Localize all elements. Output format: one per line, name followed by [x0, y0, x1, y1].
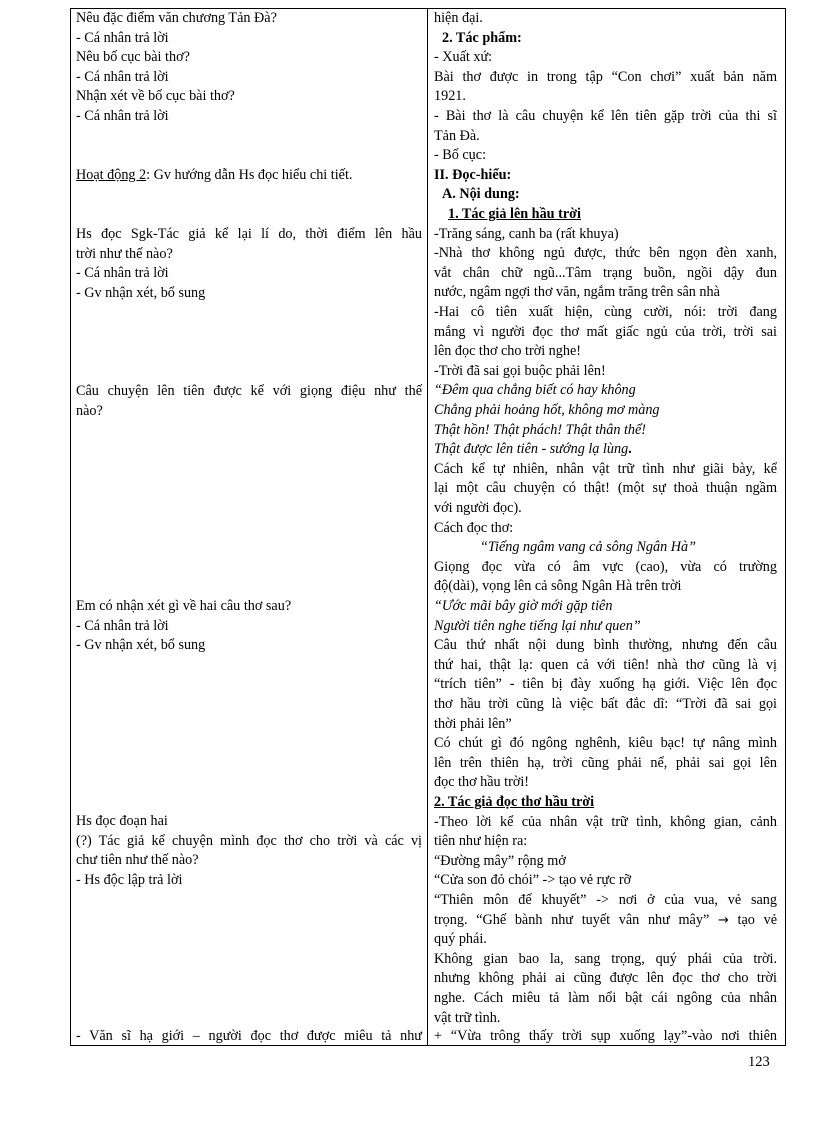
left-line: - Gv nhận xét, bổ sung	[76, 637, 206, 654]
right-line: “Thiên môn đế khuyết” -> nơi ở của vua, vẻ sang	[434, 892, 777, 908]
poem-line: Người tiên nghe tiếng lại như quen”	[434, 617, 641, 634]
right-line: - Xuất xứ:	[434, 49, 493, 66]
left-line: chư tiên như thế nào?	[76, 852, 199, 869]
right-line: mắng vì người đọc thơ mất giấc ngủ của trời, trời sai	[434, 323, 777, 340]
right-line: “trích tiên” - tiên bị đày xuống hạ giới. Việc lên đọc	[434, 676, 777, 693]
left-line: - Gv nhận xét, bổ sung	[76, 284, 206, 301]
right-line: quý phái.	[434, 931, 487, 948]
poem-line: “Tiếng ngâm vang cả sông Ngân Hà”	[480, 539, 696, 556]
subsection-heading: 1. Tác giả lên hầu trời	[448, 206, 581, 222]
left-line: Nêu bố cục bài thơ?	[76, 49, 190, 66]
right-line: Không gian bao la, sang trọng, quý phái của trời.	[434, 950, 777, 967]
right-line: lên đọc thơ cho trời nghe!	[434, 343, 581, 360]
lesson-plan-table	[70, 8, 786, 1046]
left-line: - Cá nhân trả lời	[76, 265, 169, 282]
left-line: Hoạt động 2: Gv hướng dẫn Hs đọc hiểu chi tiết.	[76, 167, 353, 183]
section-heading: 2. Tác phẩm:	[442, 29, 522, 46]
right-line: độ(dài), vọng lên cả sông Ngân Hà trên trời	[434, 578, 682, 595]
right-line: Bài thơ được in trong tập “Con chơi” xuất bản năm	[434, 68, 777, 85]
right-line: trọng. “Ghế bành như tuyết vân như mây” → tạo vẻ	[434, 911, 777, 928]
left-line: nào?	[76, 402, 103, 419]
right-line: thơ hầu trời cũng là việc bất đắc dĩ: “Trời đã sai gọi	[434, 696, 777, 712]
right-line: Cách đọc thơ:	[434, 519, 514, 536]
poem-line: “Ước mãi bây giờ mới gặp tiên	[434, 598, 613, 614]
right-line: thứ hai, thật lạ: quen cả với tiên! nhà thơ cũng là vị	[434, 656, 777, 673]
left-line: trời như thế nào?	[76, 245, 173, 262]
right-line: nhưng không phải ai cũng được lên đọc thơ cho trời	[434, 970, 777, 987]
right-line: hiện đại.	[434, 10, 483, 26]
section-heading: A. Nội dung:	[442, 186, 520, 203]
left-line: Hs đọc đoạn hai	[76, 813, 168, 829]
right-line: Tản Đà.	[434, 127, 480, 144]
right-line: -Hai cô tiên xuất hiện, cùng cười, nói: trời đang	[434, 304, 777, 320]
right-line: tiên như hiện ra:	[434, 833, 528, 850]
subsection-heading: 2. Tác giả đọc thơ hầu trời	[434, 794, 595, 810]
right-line: với người đọc).	[434, 500, 522, 516]
content-column	[428, 9, 785, 1045]
left-line: Hs đọc Sgk-Tác giả kể lại lí do, thời điểm lên hầu	[76, 226, 422, 242]
teacher-activities-column	[71, 9, 428, 1045]
right-line: lên trên thiên hạ, trời cũng phải nể, phải sai gọi lên	[434, 754, 777, 771]
left-line: Câu chuyện lên tiên được kể với giọng điệu như thế	[76, 383, 422, 399]
right-line: nghe. Cách miêu tả làm nổi bật cái ngông của nhân	[434, 990, 777, 1006]
poem-line: Thật hồn! Thật phách! Thật thân thể!	[434, 421, 647, 438]
right-line: Câu thứ nhất nội dung bình thường, nhưng đến câu	[434, 637, 777, 654]
right-line: -Trăng sáng, canh ba (rất khuya)	[434, 225, 619, 242]
right-line: -Trời đã sai gọi buộc phải lên!	[434, 362, 606, 379]
right-line: -Nhà thơ không ngủ được, thức bên ngọn đèn xanh,	[434, 245, 777, 262]
right-line: Có chút gì đó ngông nghênh, kiêu bạc! tự nâng mình	[434, 735, 777, 752]
arrow-right-icon: →	[717, 912, 729, 928]
activity-heading: Hoạt động 2	[76, 167, 147, 183]
left-line: - Cá nhân trả lời	[76, 29, 169, 46]
right-line: Cách kể tự nhiên, nhân vật trữ tình như giãi bày, kể	[434, 460, 777, 477]
right-line: “Đường mây” rộng mở	[434, 852, 566, 869]
right-line: 1921.	[434, 88, 466, 105]
right-line: - Bố cục:	[434, 147, 487, 164]
left-line: Nêu đặc điểm văn chương Tản Đà?	[76, 10, 277, 26]
left-line: - Hs độc lập trả lời	[76, 871, 183, 888]
right-line: thời phải lên”	[434, 715, 512, 732]
right-line: nước, ngâm ngợi thơ văn, ngắm trăng trên sân nhà	[434, 284, 720, 301]
right-line: - Bài thơ là câu chuyện kể lên tiên gặp trời của thi sĩ	[434, 108, 777, 124]
poem-line: Thật được lên tiên - sướng lạ lùng.	[434, 441, 632, 458]
left-line: - Cá nhân trả lời	[76, 68, 169, 85]
right-line: -Theo lời kể của nhân vật trữ tình, không gian, cảnh	[434, 813, 777, 830]
right-line: vật trữ tình.	[434, 1009, 501, 1026]
right-line: đọc thơ hầu trời!	[434, 774, 529, 791]
poem-line: “Đêm qua chẳng biết có hay không	[434, 382, 636, 399]
right-line: Giọng đọc vừa có âm vực (cao), vừa có trường	[434, 558, 777, 575]
section-heading: II. Đọc-hiểu:	[434, 166, 512, 183]
left-line: - Cá nhân trả lời	[76, 617, 169, 634]
left-line: Em có nhận xét gì về hai câu thơ sau?	[76, 598, 292, 614]
page-number: 123	[748, 1054, 770, 1070]
left-line: (?) Tác giả kể chuyện mình đọc thơ cho trời và các vị	[76, 832, 422, 849]
right-line: vắt chân chữ ngũ...Tâm trạng buồn, ngồi dậy đun	[434, 264, 777, 281]
left-line: Nhận xét về bố cục bài thơ?	[76, 88, 235, 105]
right-line: “Cửa son đỏ chói” -> tạo vẻ rực rỡ	[434, 872, 632, 889]
left-line: - Văn sĩ hạ giới – người đọc thơ được miêu tả như	[76, 1028, 422, 1044]
poem-line: Chẳng phải hoảng hốt, không mơ màng	[434, 402, 660, 418]
right-line: + “Vừa trông thấy trời sụp xuống lạy”-vào nơi thiên	[434, 1028, 777, 1044]
right-line: lại một câu chuyện có thật! (một sự thoả thuận ngầm	[434, 480, 777, 497]
left-line: - Cá nhân trả lời	[76, 108, 169, 124]
